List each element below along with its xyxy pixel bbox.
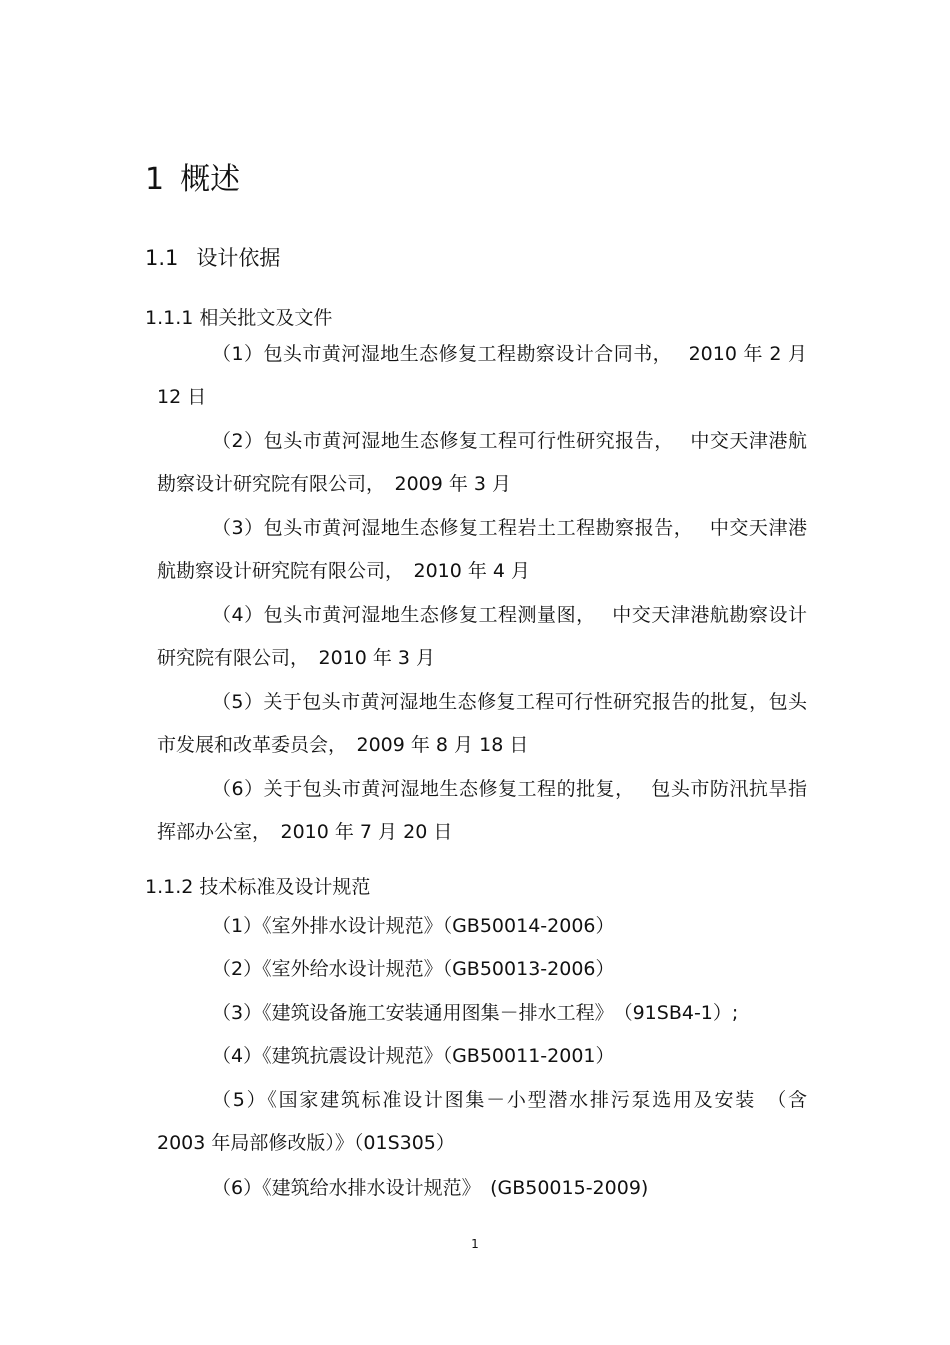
standard-item-6: （6）《建筑给水排水设计规范》 (GB50015-2009) [212,1177,649,1199]
approval-item-5: （5）关于包头市黄河湿地生态修复工程可行性研究报告的批复，包头市发展和改革委员会， 2009 年 8 月 18 日 [157,691,807,756]
chapter-title: 概述 [180,162,241,197]
standard-item-1: （1）《室外排水设计规范》（GB50014-2006） [212,915,615,937]
approval-item-6: （6）关于包头市黄河湿地生态修复工程的批复， 包头市防汛抗旱指挥部办公室， 2010 年 7 月 20 日 [157,778,807,843]
standard-item-5: （5）《国家建筑标准设计图集－小型潜水排污泵选用及安装 （含 2003 年局部修改版）》（01S305） [157,1089,807,1154]
standard-item-4: （4）《建筑抗震设计规范》（GB50011-2001） [212,1045,615,1067]
approval-item-1: （1）包头市黄河湿地生态修复工程勘察设计合同书， 2010 年 2 月 12 日 [157,343,807,408]
standard-item-3: （3）《建筑设备施工安装通用图集－排水工程》 （91SB4-1）; [212,1002,739,1024]
section-heading [145,243,280,273]
subsection-heading-approvals: 1.1.1 相关批文及文件 [145,307,333,329]
chapter-number: 1 [145,162,165,197]
chapter-heading [145,160,240,200]
section-number: 1.1 [145,246,179,270]
approval-item-4: （4）包头市黄河湿地生态修复工程测量图， 中交天津港航勘察设计研究院有限公司， 2010 年 3 月 [157,604,807,669]
subsection-heading-standards: 1.1.2 技术标准及设计规范 [145,876,371,898]
approval-item-3: （3）包头市黄河湿地生态修复工程岩土工程勘察报告， 中交天津港航勘察设计研究院有限公司， 2010 年 4 月 [157,517,807,582]
page-number: 1 [471,1237,479,1251]
section-title: 设计依据 [196,246,281,270]
standard-item-2: （2）《室外给水设计规范》（GB50013-2006） [212,958,615,980]
approval-item-2: （2）包头市黄河湿地生态修复工程可行性研究报告， 中交天津港航勘察设计研究院有限公司， 2009 年 3 月 [157,430,807,495]
